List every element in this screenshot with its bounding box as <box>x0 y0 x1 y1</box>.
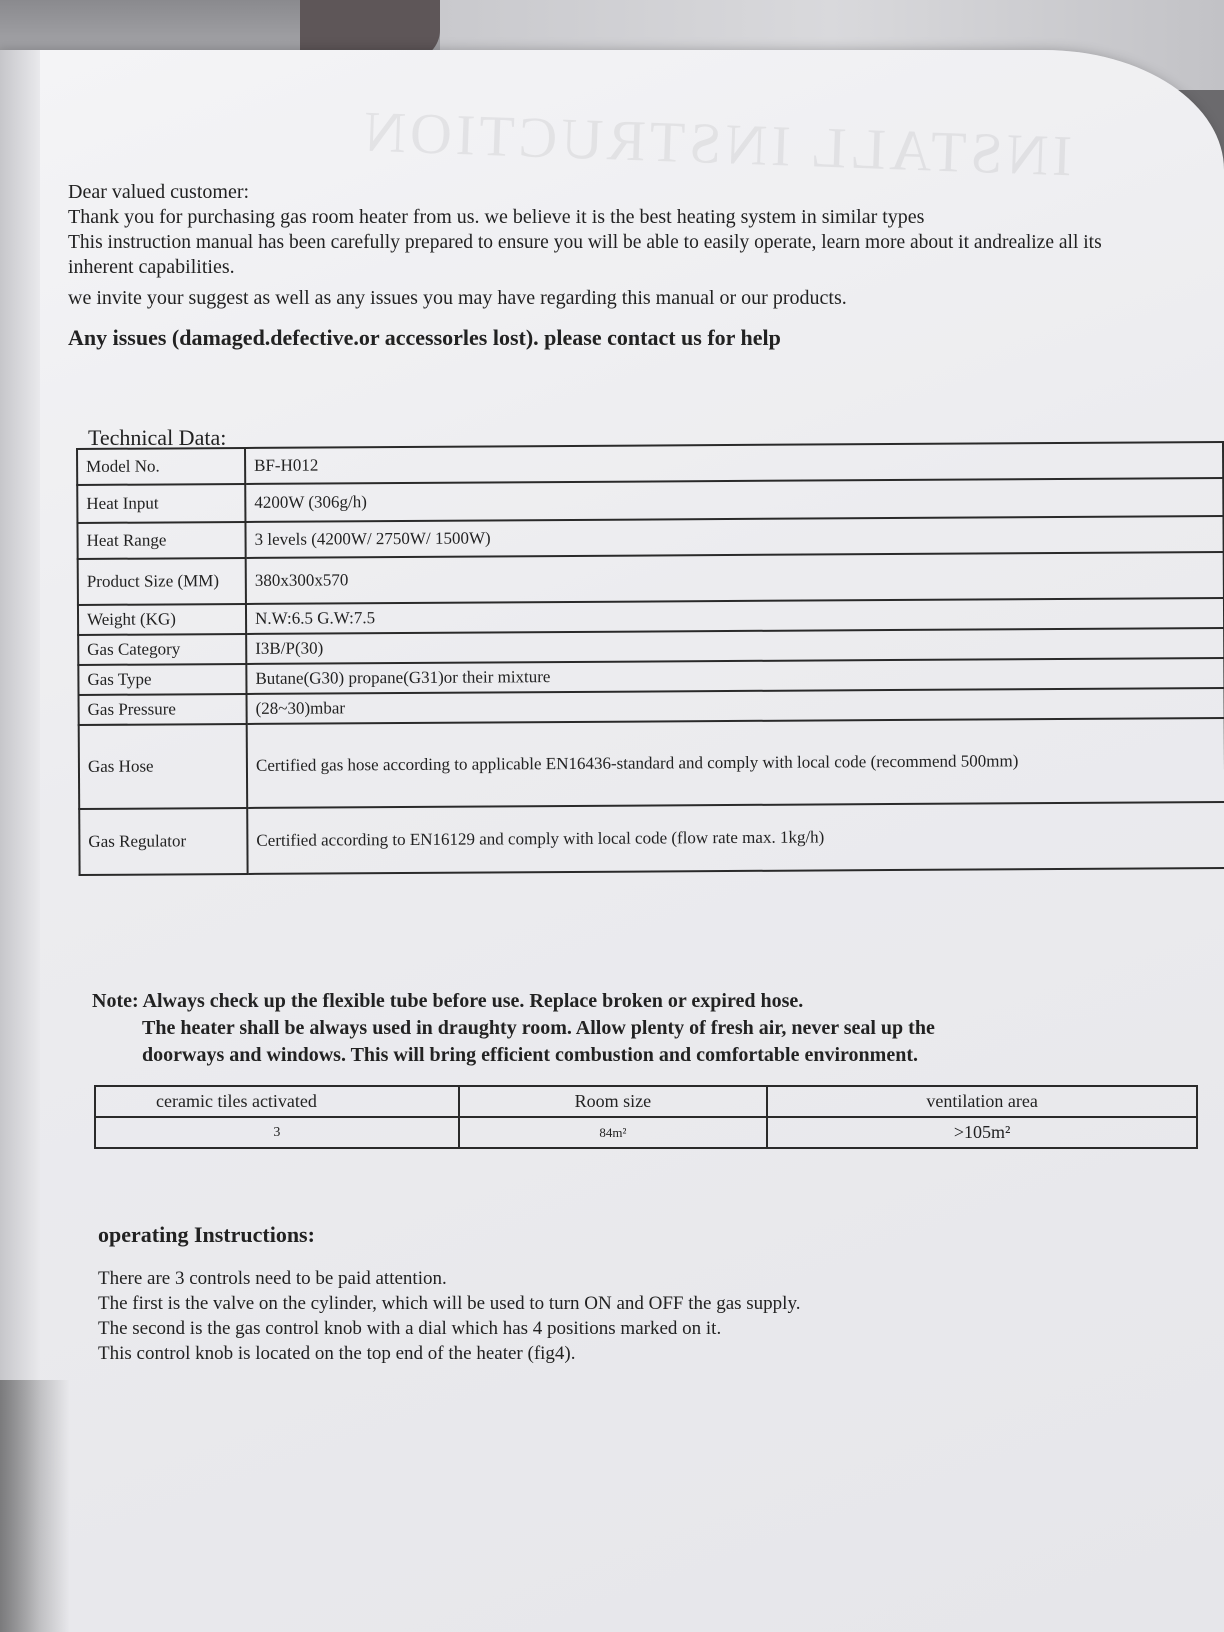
spec-value: 3 levels (4200W/ 2750W/ 1500W) <box>245 516 1223 558</box>
spec-label: Gas Type <box>78 664 246 695</box>
note-line: The heater shall be always used in draughty room. Allow plenty of fresh air, never seal up the <box>142 1017 935 1039</box>
intro-line: This instruction manual has been carefully prepared to ensure you will be able to easily operate, learn more about it andrealize all its <box>68 232 1102 253</box>
note-line: Note: Always check up the flexible tube before use. Replace broken or expired hose. <box>92 990 804 1012</box>
intro-section <box>68 180 1208 350</box>
operating-line: The first is the valve on the cylinder, which will be used to turn ON and OFF the gas supply. <box>98 1293 801 1314</box>
value-cell: >105m² <box>767 1117 1197 1148</box>
header-cell: Room size <box>459 1086 768 1117</box>
operating-section <box>98 1222 800 1366</box>
spec-value: (28~30)mbar <box>247 688 1224 724</box>
greeting: Dear valued customer: <box>68 181 250 203</box>
spec-label: Gas Category <box>78 634 246 665</box>
spec-label: Model No. <box>77 448 245 485</box>
technical-data-title: Technical Data: <box>88 425 227 450</box>
spec-value: Certified according to EN16129 and comply with local code (flow rate max. 1kg/h) <box>247 802 1224 874</box>
spec-label: Weight (KG) <box>78 604 246 635</box>
ventilation-table <box>94 1085 1198 1149</box>
spec-label: Product Size (MM) <box>78 558 246 605</box>
intro-line: inherent capabilities. <box>68 256 235 278</box>
operating-line: This control knob is located on the top end of the heater (fig4). <box>98 1343 576 1364</box>
hand-shadow <box>0 1380 70 1632</box>
operating-title: operating Instructions: <box>98 1222 315 1247</box>
header-cell: ceramic tiles activated <box>95 1086 459 1117</box>
note-line: doorways and windows. This will bring efficient combustion and comfortable environment. <box>142 1044 918 1066</box>
spec-value: Butane(G30) propane(G31)or their mixture <box>246 658 1224 694</box>
spec-value: BF-H012 <box>245 442 1223 484</box>
issues-line: Any issues (damaged.defective.or accessorles lost). please contact us for help <box>68 325 781 350</box>
spec-value: N.W:6.5 G.W:7.5 <box>246 598 1224 634</box>
table-row <box>79 802 1224 875</box>
table-row <box>95 1117 1197 1148</box>
operating-line: There are 3 controls need to be paid attention. <box>98 1268 447 1289</box>
table-row <box>79 718 1224 809</box>
table-row <box>78 552 1224 605</box>
table-header-row <box>95 1086 1197 1117</box>
intro-line: we invite your suggest as well as any issues you may have regarding this manual or our products. <box>68 287 847 309</box>
operating-line: The second is the gas control knob with a dial which has 4 positions marked on it. <box>98 1318 722 1339</box>
technical-data-table <box>76 441 1224 876</box>
spec-label: Heat Input <box>77 484 245 523</box>
spec-label: Gas Regulator <box>79 808 247 875</box>
spec-label: Gas Pressure <box>79 694 247 725</box>
value-cell: 3 <box>95 1117 459 1148</box>
value-cell: 84m² <box>459 1117 768 1148</box>
spec-label: Gas Hose <box>79 724 248 809</box>
spec-label: Heat Range <box>77 522 245 559</box>
note-section <box>92 988 935 1069</box>
spec-value: 4200W (306g/h) <box>245 478 1223 522</box>
spec-value: 380x300x570 <box>246 552 1224 604</box>
header-cell: ventilation area <box>767 1086 1197 1117</box>
intro-line: Thank you for purchasing gas room heater from us. we believe it is the best heating system in similar types <box>68 206 925 228</box>
show-through-heading: INSTALL INSTRUCTION <box>359 98 1073 189</box>
spec-value: I3B/P(30) <box>246 628 1224 664</box>
spec-value: Certified gas hose according to applicable EN16436-standard and comply with local code (recommend 500mm) <box>247 718 1224 808</box>
